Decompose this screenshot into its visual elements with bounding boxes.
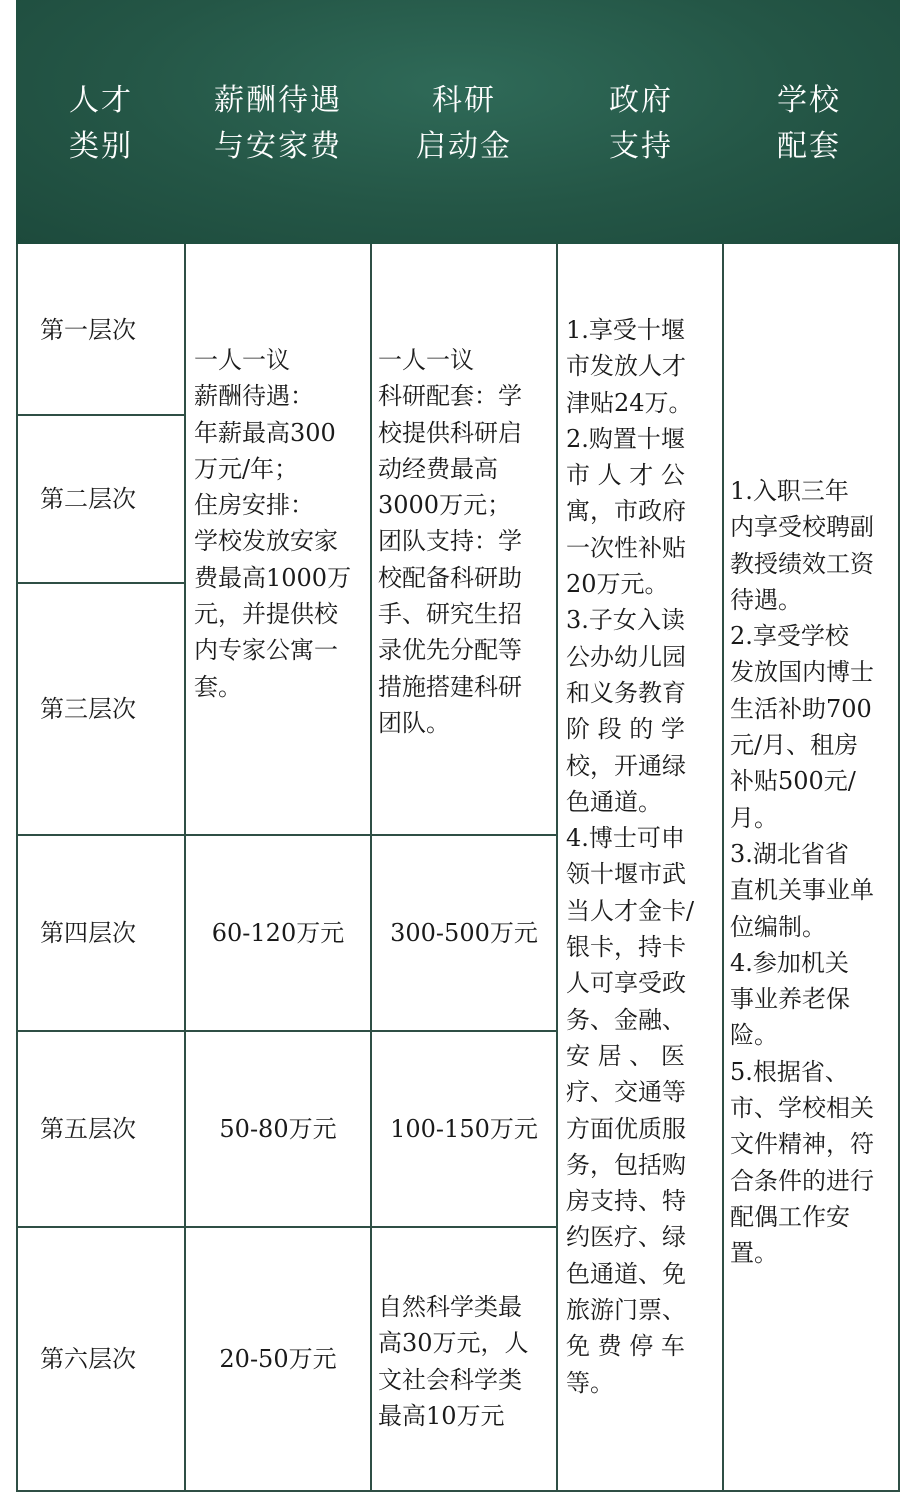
- table-header: [16, 0, 900, 244]
- school-support-text: 1.入职三年 内享受校聘副 教授绩效工资 待遇。 2.享受学校 发放国内博士 生活补助700 元/月、租房 补贴500元/ 月。 3.湖北省省 直机关事业单 位编制。 4.参加机关 事业养老保 险。 5.根据省、 市、学校相关 文件精神，符 合条件的进行 配偶工作安 置。: [730, 477, 874, 1268]
- research-level-5: 100-150万元: [390, 1114, 538, 1143]
- header-research-fund: 科研 启动金: [416, 83, 512, 164]
- research-level-6: 自然科学类最 高30万元，人 文社会科学类 最高10万元: [378, 1293, 529, 1430]
- header-government-support: 政府 支持: [609, 83, 673, 164]
- grid-line: [16, 1490, 900, 1492]
- government-support-text: 1.享受十堰 市发放人才 津贴24万。 2.购置十堰 市 人 才 公 寓，市政府 一次性补贴 20万元。 3.子女入读 公办幼儿园 和义务教育 阶 段 的 学 校，开通绿 色通道。 4.博士可申 领十堰市武 当人才金卡/ 银卡，持卡 人可享受政 务、金融、 安 居 、 医 疗、交通等 方面优质服 务，包括购 房支持、特 约医疗、绿 色通道、免 旅游门票、 免 费 停 车 等。: [566, 316, 695, 1397]
- salary-level-5: 50-80万元: [219, 1114, 337, 1143]
- grid-line: [898, 244, 900, 1492]
- header-salary: 薪酬待遇 与安家费: [214, 83, 342, 164]
- salary-level-6: 20-50万元: [219, 1344, 337, 1373]
- level-label: 第三层次: [40, 694, 136, 723]
- header-talent-category: 人才 类别: [69, 83, 133, 164]
- level-label: 第六层次: [40, 1344, 136, 1373]
- grid-line: [556, 244, 558, 1492]
- salary-top-levels: 一人一议 薪酬待遇： 年薪最高300 万元/年； 住房安排： 学校发放安家 费最高1000万 元，并提供校 内专家公寓一 套。: [194, 346, 352, 701]
- research-top-levels: 一人一议 科研配套：学 校提供科研启 动经费最高 3000万元； 团队支持：学 校配备科研助 手、研究生招 录优先分配等 措施搭建科研 团队。: [378, 346, 522, 737]
- level-label: 第五层次: [40, 1114, 136, 1143]
- talent-policy-table: [16, 0, 900, 1492]
- level-label: 第四层次: [40, 918, 136, 947]
- grid-line: [722, 244, 724, 1492]
- salary-level-4: 60-120万元: [211, 918, 345, 947]
- research-level-4: 300-500万元: [390, 918, 538, 947]
- level-label: 第二层次: [40, 484, 136, 513]
- header-school-support: 学校 配套: [777, 83, 841, 164]
- level-label: 第一层次: [40, 315, 136, 344]
